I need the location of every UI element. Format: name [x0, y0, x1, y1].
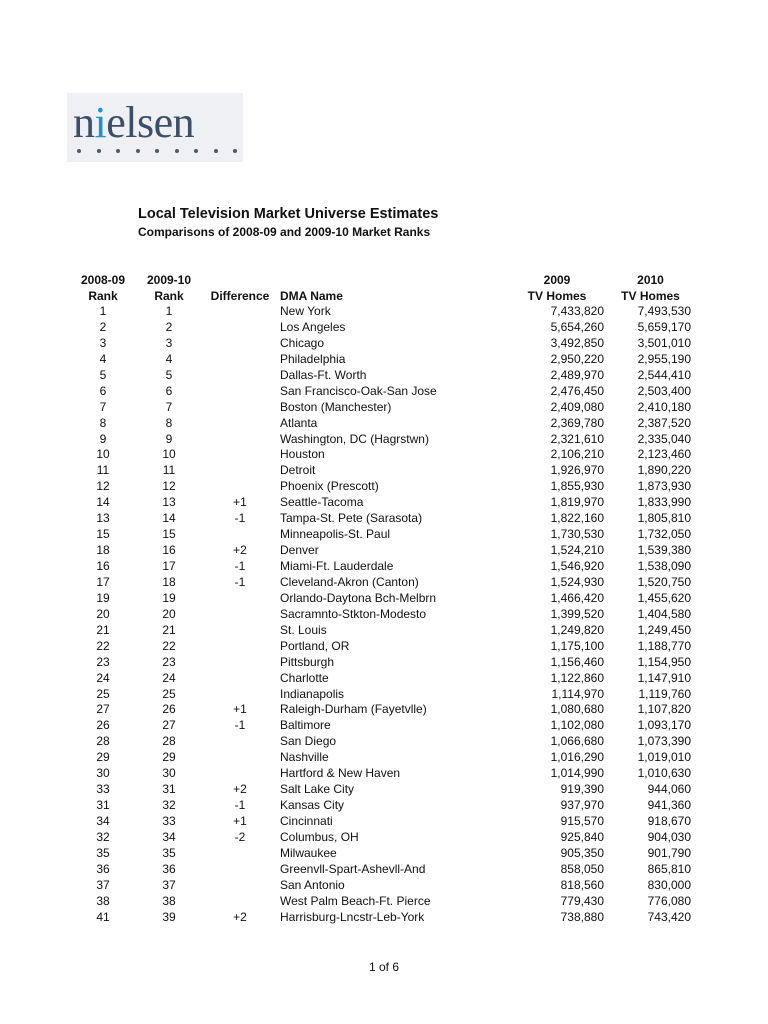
- tv-homes-2010-cell: 1,539,380: [637, 543, 691, 558]
- tv-homes-2010-cell: 865,810: [647, 861, 691, 876]
- table-row: [0, 687, 768, 703]
- rank-2009-cell: 28: [162, 734, 176, 749]
- rank-2009-cell: 35: [162, 845, 176, 860]
- header-tv-2010-label: TV Homes: [621, 289, 680, 303]
- dma-name-cell: Washington, DC (Hagrstwn): [280, 431, 429, 446]
- tv-homes-2010-cell: 1,119,760: [638, 686, 691, 701]
- rank-2009-cell: 15: [162, 527, 176, 542]
- difference-cell: -1: [234, 511, 246, 526]
- dma-name-cell: Indianapolis: [280, 686, 345, 701]
- tv-homes-2009-cell: 1,855,930: [550, 479, 604, 494]
- tv-homes-2009-cell: 1,016,290: [550, 750, 604, 765]
- tv-homes-2009-cell: 2,409,080: [550, 399, 604, 414]
- rank-2008-cell: 3: [99, 335, 107, 350]
- tv-homes-2009-cell: 858,050: [560, 861, 604, 876]
- tv-homes-2009-cell: 905,350: [560, 845, 604, 860]
- tv-homes-2010-cell: 1,093,170: [637, 718, 691, 733]
- table-row: [0, 511, 768, 527]
- tv-homes-2009-cell: 818,560: [560, 877, 604, 892]
- dma-name-cell: Greenvll-Spart-Ashevll-And: [280, 861, 426, 876]
- tv-homes-2009-cell: 1,524,210: [550, 543, 604, 558]
- tv-homes-2009-cell: 738,880: [560, 909, 604, 924]
- table-row: [0, 878, 768, 894]
- dma-name-cell: Minneapolis-St. Paul: [280, 527, 391, 542]
- rank-2009-cell: 2: [165, 319, 173, 334]
- tv-homes-2009-cell: 1,466,420: [550, 590, 604, 605]
- difference-cell: -2: [234, 829, 246, 844]
- tv-homes-2010-cell: 7,493,530: [637, 304, 691, 318]
- tv-homes-2009-cell: 925,840: [560, 829, 604, 844]
- rank-2008-cell: 11: [96, 463, 110, 478]
- dma-name-cell: Seattle-Tacoma: [280, 495, 364, 510]
- tv-homes-2010-cell: 1,154,950: [637, 654, 691, 669]
- rank-2009-cell: 30: [162, 766, 176, 781]
- table-row: [0, 336, 768, 352]
- dma-name-cell: New York: [280, 304, 331, 318]
- table-row: [0, 447, 768, 463]
- rank-2008-cell: 19: [96, 590, 110, 605]
- dma-name-cell: Philadelphia: [280, 351, 346, 366]
- tv-homes-2010-cell: 1,010,630: [637, 766, 691, 781]
- dma-name-cell: Nashville: [280, 750, 329, 765]
- dma-name-cell: Boston (Manchester): [280, 399, 392, 414]
- dma-name-cell: Kansas City: [280, 798, 345, 813]
- rank-2008-cell: 8: [99, 415, 107, 430]
- tv-homes-2010-cell: 2,335,040: [637, 431, 691, 446]
- tv-homes-2010-cell: 1,147,910: [637, 670, 691, 685]
- tv-homes-2009-cell: 2,489,970: [550, 367, 604, 382]
- header-tv-2010-year: 2010: [637, 273, 664, 287]
- tv-homes-2009-cell: 5,654,260: [550, 319, 604, 334]
- tv-homes-2010-cell: 1,404,580: [637, 606, 691, 621]
- dma-name-cell: Phoenix (Prescott): [280, 479, 379, 494]
- rank-2008-cell: 4: [99, 351, 107, 366]
- tv-homes-2010-cell: 1,833,990: [637, 495, 691, 510]
- dma-name-cell: San Francisco-Oak-San Jose: [280, 383, 437, 398]
- rank-2009-cell: 37: [162, 877, 176, 892]
- rank-2008-cell: 41: [96, 909, 110, 924]
- table-row: [0, 671, 768, 687]
- table-row: [0, 479, 768, 495]
- dma-name-cell: Dallas-Ft. Worth: [280, 367, 367, 382]
- rank-2009-cell: 13: [162, 495, 176, 510]
- table-row: [0, 766, 768, 782]
- difference-cell: +2: [233, 782, 247, 797]
- tv-homes-2009-cell: 779,430: [560, 893, 604, 908]
- rank-2009-cell: 4: [165, 351, 173, 366]
- tv-homes-2010-cell: 1,890,220: [637, 463, 691, 478]
- tv-homes-2009-cell: 1,822,160: [550, 511, 604, 526]
- difference-cell: +2: [233, 909, 247, 924]
- rank-2008-cell: 13: [96, 511, 110, 526]
- rank-2009-cell: 36: [162, 861, 176, 876]
- dma-name-cell: Portland, OR: [280, 638, 350, 653]
- table-row: [0, 734, 768, 750]
- rank-2008-cell: 10: [96, 447, 110, 462]
- rank-2009-cell: 3: [165, 335, 173, 350]
- dma-name-cell: Columbus, OH: [280, 829, 359, 844]
- table-row: [0, 352, 768, 368]
- rank-2008-cell: 27: [96, 702, 110, 717]
- rank-2008-cell: 17: [96, 574, 110, 589]
- dma-name-cell: Atlanta: [280, 415, 318, 430]
- tv-homes-2009-cell: 1,014,990: [550, 766, 604, 781]
- tv-homes-2010-cell: 1,873,930: [637, 479, 691, 494]
- tv-homes-2009-cell: 1,156,460: [550, 654, 604, 669]
- dma-name-cell: Detroit: [280, 463, 316, 478]
- dma-name-cell: San Antonio: [280, 877, 345, 892]
- header-tv-2009-year: 2009: [543, 273, 571, 287]
- rank-2008-cell: 34: [96, 814, 110, 828]
- tv-homes-2010-cell: 1,732,050: [637, 527, 691, 542]
- logo-dots: [77, 149, 237, 157]
- table-row: [0, 463, 768, 479]
- tv-homes-2009-cell: 937,970: [560, 798, 604, 813]
- rank-2009-cell: 10: [162, 447, 176, 462]
- rank-2009-cell: 6: [165, 383, 173, 398]
- rank-2008-cell: 36: [96, 861, 110, 876]
- tv-homes-2009-cell: 2,950,220: [550, 351, 604, 366]
- rank-2009-cell: 34: [162, 829, 176, 844]
- tv-homes-2010-cell: 1,188,770: [637, 638, 691, 653]
- table-row: [0, 750, 768, 766]
- tv-homes-2010-cell: 1,249,450: [637, 622, 691, 637]
- page-title: Local Television Market Universe Estimates: [138, 206, 439, 222]
- tv-homes-2009-cell: 1,114,970: [551, 686, 604, 701]
- table-row: [0, 591, 768, 607]
- rank-2008-cell: 24: [96, 670, 110, 685]
- dma-name-cell: Salt Lake City: [280, 782, 355, 797]
- dma-name-cell: Charlotte: [280, 670, 329, 685]
- tv-homes-2010-cell: 2,503,400: [637, 383, 691, 398]
- tv-homes-2009-cell: 1,080,680: [550, 702, 604, 717]
- rank-2008-cell: 21: [96, 622, 110, 637]
- table-row: [0, 894, 768, 910]
- header-rank-2009-label: Rank: [154, 289, 184, 303]
- tv-homes-2010-cell: 918,670: [647, 814, 691, 828]
- rank-2008-cell: 25: [96, 686, 110, 701]
- header-rank-2009-year: 2009-10: [146, 273, 192, 287]
- dma-name-cell: Miami-Ft. Lauderdale: [280, 559, 394, 573]
- rank-2009-cell: 17: [162, 559, 176, 573]
- tv-homes-2009-cell: 919,390: [560, 782, 604, 797]
- rank-2009-cell: 20: [162, 606, 176, 621]
- difference-cell: -1: [234, 718, 246, 733]
- dma-name-cell: Orlando-Daytona Bch-Melbrn: [280, 590, 437, 605]
- dma-name-cell: Denver: [280, 543, 319, 558]
- table-row: [0, 400, 768, 416]
- rank-2008-cell: 1: [99, 304, 107, 318]
- tv-homes-2010-cell: 1,107,820: [637, 702, 691, 717]
- rank-2008-cell: 29: [96, 750, 110, 765]
- rank-2008-cell: 22: [96, 638, 110, 653]
- tv-homes-2009-cell: 2,476,450: [550, 383, 604, 398]
- rank-2008-cell: 9: [99, 431, 107, 446]
- rank-2008-cell: 26: [96, 718, 110, 733]
- rank-2008-cell: 18: [96, 543, 110, 558]
- rank-2009-cell: 16: [162, 543, 176, 558]
- tv-homes-2009-cell: 1,926,970: [550, 463, 604, 478]
- rank-2009-cell: 23: [162, 654, 176, 669]
- table-row: [0, 559, 768, 575]
- page-number: 1 of 6: [368, 960, 400, 974]
- rank-2008-cell: 20: [96, 606, 110, 621]
- rank-2009-cell: 5: [165, 367, 173, 382]
- nielsen-logo: [67, 93, 243, 162]
- rank-2008-cell: 37: [96, 877, 110, 892]
- tv-homes-2009-cell: 1,122,860: [550, 670, 604, 685]
- table-row: [0, 846, 768, 862]
- tv-homes-2010-cell: 776,080: [647, 893, 691, 908]
- tv-homes-2010-cell: 2,410,180: [637, 399, 691, 414]
- rank-2009-cell: 1: [165, 304, 173, 318]
- rank-2009-cell: 31: [162, 782, 176, 797]
- rank-2008-cell: 6: [99, 383, 107, 398]
- dma-name-cell: Los Angeles: [280, 319, 346, 334]
- tv-homes-2010-cell: 1,455,620: [637, 590, 691, 605]
- table-row: [0, 623, 768, 639]
- rank-2009-cell: 19: [162, 590, 176, 605]
- tv-homes-2009-cell: 1,546,920: [550, 559, 604, 573]
- tv-homes-2009-cell: 1,175,100: [550, 638, 604, 653]
- dma-name-cell: Baltimore: [280, 718, 331, 733]
- table-header-row-1: [0, 273, 768, 289]
- dma-name-cell: St. Louis: [280, 622, 327, 637]
- table-row: [0, 655, 768, 671]
- tv-homes-2010-cell: 941,360: [647, 798, 691, 813]
- rank-2008-cell: 7: [99, 399, 107, 414]
- table-row: [0, 718, 768, 734]
- table-row: [0, 320, 768, 336]
- difference-cell: +1: [233, 495, 247, 510]
- table-row: [0, 575, 768, 591]
- tv-homes-2010-cell: 1,019,010: [637, 750, 691, 765]
- tv-homes-2009-cell: 7,433,820: [550, 304, 604, 318]
- rank-2008-cell: 31: [96, 798, 110, 813]
- difference-cell: -1: [234, 798, 246, 813]
- table-row: [0, 830, 768, 846]
- difference-cell: +1: [233, 814, 247, 828]
- header-difference: Difference: [210, 289, 270, 303]
- rank-2009-cell: 24: [162, 670, 176, 685]
- rank-2009-cell: 25: [162, 686, 176, 701]
- rank-2009-cell: 9: [165, 431, 173, 446]
- rank-2009-cell: 7: [165, 399, 173, 414]
- rank-2008-cell: 15: [96, 527, 110, 542]
- dma-name-cell: Chicago: [280, 335, 325, 350]
- dma-name-cell: Milwaukee: [280, 845, 337, 860]
- tv-homes-2009-cell: 1,249,820: [550, 622, 604, 637]
- rank-2009-cell: 22: [162, 638, 176, 653]
- dma-name-cell: San Diego: [280, 734, 337, 749]
- dma-name-cell: Houston: [280, 447, 325, 462]
- tv-homes-2009-cell: 915,570: [560, 814, 604, 828]
- table-row: [0, 910, 768, 926]
- rank-2009-cell: 29: [162, 750, 176, 765]
- difference-cell: -1: [234, 574, 246, 589]
- table-row: [0, 527, 768, 543]
- rank-2009-cell: 21: [162, 622, 176, 637]
- rank-2009-cell: 39: [162, 909, 176, 924]
- tv-homes-2010-cell: 743,420: [647, 909, 691, 924]
- table-row: [0, 607, 768, 623]
- rank-2009-cell: 11: [162, 463, 176, 478]
- market-table: [0, 304, 768, 926]
- table-row: [0, 798, 768, 814]
- tv-homes-2009-cell: 1,819,970: [550, 495, 604, 510]
- dma-name-cell: Cincinnati: [280, 814, 333, 828]
- tv-homes-2010-cell: 1,805,810: [637, 511, 691, 526]
- rank-2009-cell: 12: [162, 479, 176, 494]
- rank-2009-cell: 32: [162, 798, 176, 813]
- table-row: [0, 862, 768, 878]
- rank-2008-cell: 33: [96, 782, 110, 797]
- tv-homes-2009-cell: 1,399,520: [550, 606, 604, 621]
- rank-2009-cell: 27: [162, 718, 176, 733]
- tv-homes-2010-cell: 5,659,170: [637, 319, 691, 334]
- rank-2009-cell: 26: [162, 702, 176, 717]
- tv-homes-2009-cell: 2,106,210: [550, 447, 604, 462]
- rank-2009-cell: 14: [162, 511, 176, 526]
- tv-homes-2010-cell: 2,955,190: [637, 351, 691, 366]
- table-row: [0, 368, 768, 384]
- tv-homes-2010-cell: 2,387,520: [637, 415, 691, 430]
- dma-name-cell: Raleigh-Durham (Fayetvlle): [280, 702, 427, 717]
- rank-2009-cell: 18: [162, 574, 176, 589]
- table-row: [0, 814, 768, 830]
- rank-2008-cell: 14: [96, 495, 110, 510]
- logo-wordmark: nielsen: [73, 98, 195, 147]
- page-subtitle: Comparisons of 2008-09 and 2009-10 Market Ranks: [138, 225, 431, 239]
- dma-name-cell: Harrisburg-Lncstr-Leb-York: [280, 909, 425, 924]
- rank-2008-cell: 38: [96, 893, 110, 908]
- difference-cell: +2: [233, 543, 247, 558]
- dma-name-cell: Pittsburgh: [280, 654, 335, 669]
- rank-2009-cell: 33: [162, 814, 176, 828]
- dma-name-cell: Cleveland-Akron (Canton): [280, 574, 419, 589]
- dma-name-cell: West Palm Beach-Ft. Pierce: [280, 893, 431, 908]
- rank-2008-cell: 23: [96, 654, 110, 669]
- rank-2008-cell: 28: [96, 734, 110, 749]
- header-tv-2009-label: TV Homes: [527, 289, 587, 303]
- tv-homes-2010-cell: 2,123,460: [637, 447, 691, 462]
- table-row: [0, 639, 768, 655]
- table-row: [0, 432, 768, 448]
- rank-2008-cell: 16: [96, 559, 110, 573]
- table-row: [0, 702, 768, 718]
- tv-homes-2009-cell: 2,369,780: [550, 415, 604, 430]
- tv-homes-2009-cell: 1,102,080: [550, 718, 604, 733]
- tv-homes-2009-cell: 1,066,680: [550, 734, 604, 749]
- rank-2008-cell: 32: [96, 829, 110, 844]
- table-row: [0, 304, 768, 320]
- dma-name-cell: Hartford & New Haven: [280, 766, 401, 781]
- table-row: [0, 384, 768, 400]
- dma-name-cell: Sacramnto-Stkton-Modesto: [280, 606, 427, 621]
- tv-homes-2010-cell: 944,060: [647, 782, 691, 797]
- tv-homes-2010-cell: 901,790: [647, 845, 691, 860]
- table-header-row-2: [0, 289, 768, 305]
- rank-2008-cell: 12: [96, 479, 110, 494]
- tv-homes-2010-cell: 2,544,410: [637, 367, 691, 382]
- rank-2009-cell: 8: [165, 415, 173, 430]
- tv-homes-2009-cell: 1,730,530: [550, 527, 604, 542]
- tv-homes-2010-cell: 1,520,750: [637, 574, 691, 589]
- tv-homes-2010-cell: 1,538,090: [637, 559, 691, 573]
- tv-homes-2009-cell: 3,492,850: [550, 335, 604, 350]
- tv-homes-2010-cell: 830,000: [647, 877, 691, 892]
- tv-homes-2010-cell: 3,501,010: [637, 335, 691, 350]
- table-row: [0, 495, 768, 511]
- rank-2008-cell: 5: [99, 367, 107, 382]
- table-row: [0, 416, 768, 432]
- tv-homes-2010-cell: 1,073,390: [637, 734, 691, 749]
- rank-2008-cell: 35: [96, 845, 110, 860]
- rank-2009-cell: 38: [162, 893, 176, 908]
- table-row: [0, 543, 768, 559]
- tv-homes-2009-cell: 1,524,930: [550, 574, 604, 589]
- dma-name-cell: Tampa-St. Pete (Sarasota): [280, 511, 423, 526]
- difference-cell: -1: [234, 559, 246, 573]
- tv-homes-2009-cell: 2,321,610: [550, 431, 604, 446]
- table-row: [0, 782, 768, 798]
- header-rank-2008-label: Rank: [88, 289, 118, 303]
- rank-2008-cell: 30: [96, 766, 110, 781]
- rank-2008-cell: 2: [99, 319, 107, 334]
- header-rank-2008-year: 2008-09: [80, 273, 126, 287]
- difference-cell: +1: [233, 702, 247, 717]
- header-dma-name: DMA Name: [280, 289, 343, 303]
- tv-homes-2010-cell: 904,030: [647, 829, 691, 844]
